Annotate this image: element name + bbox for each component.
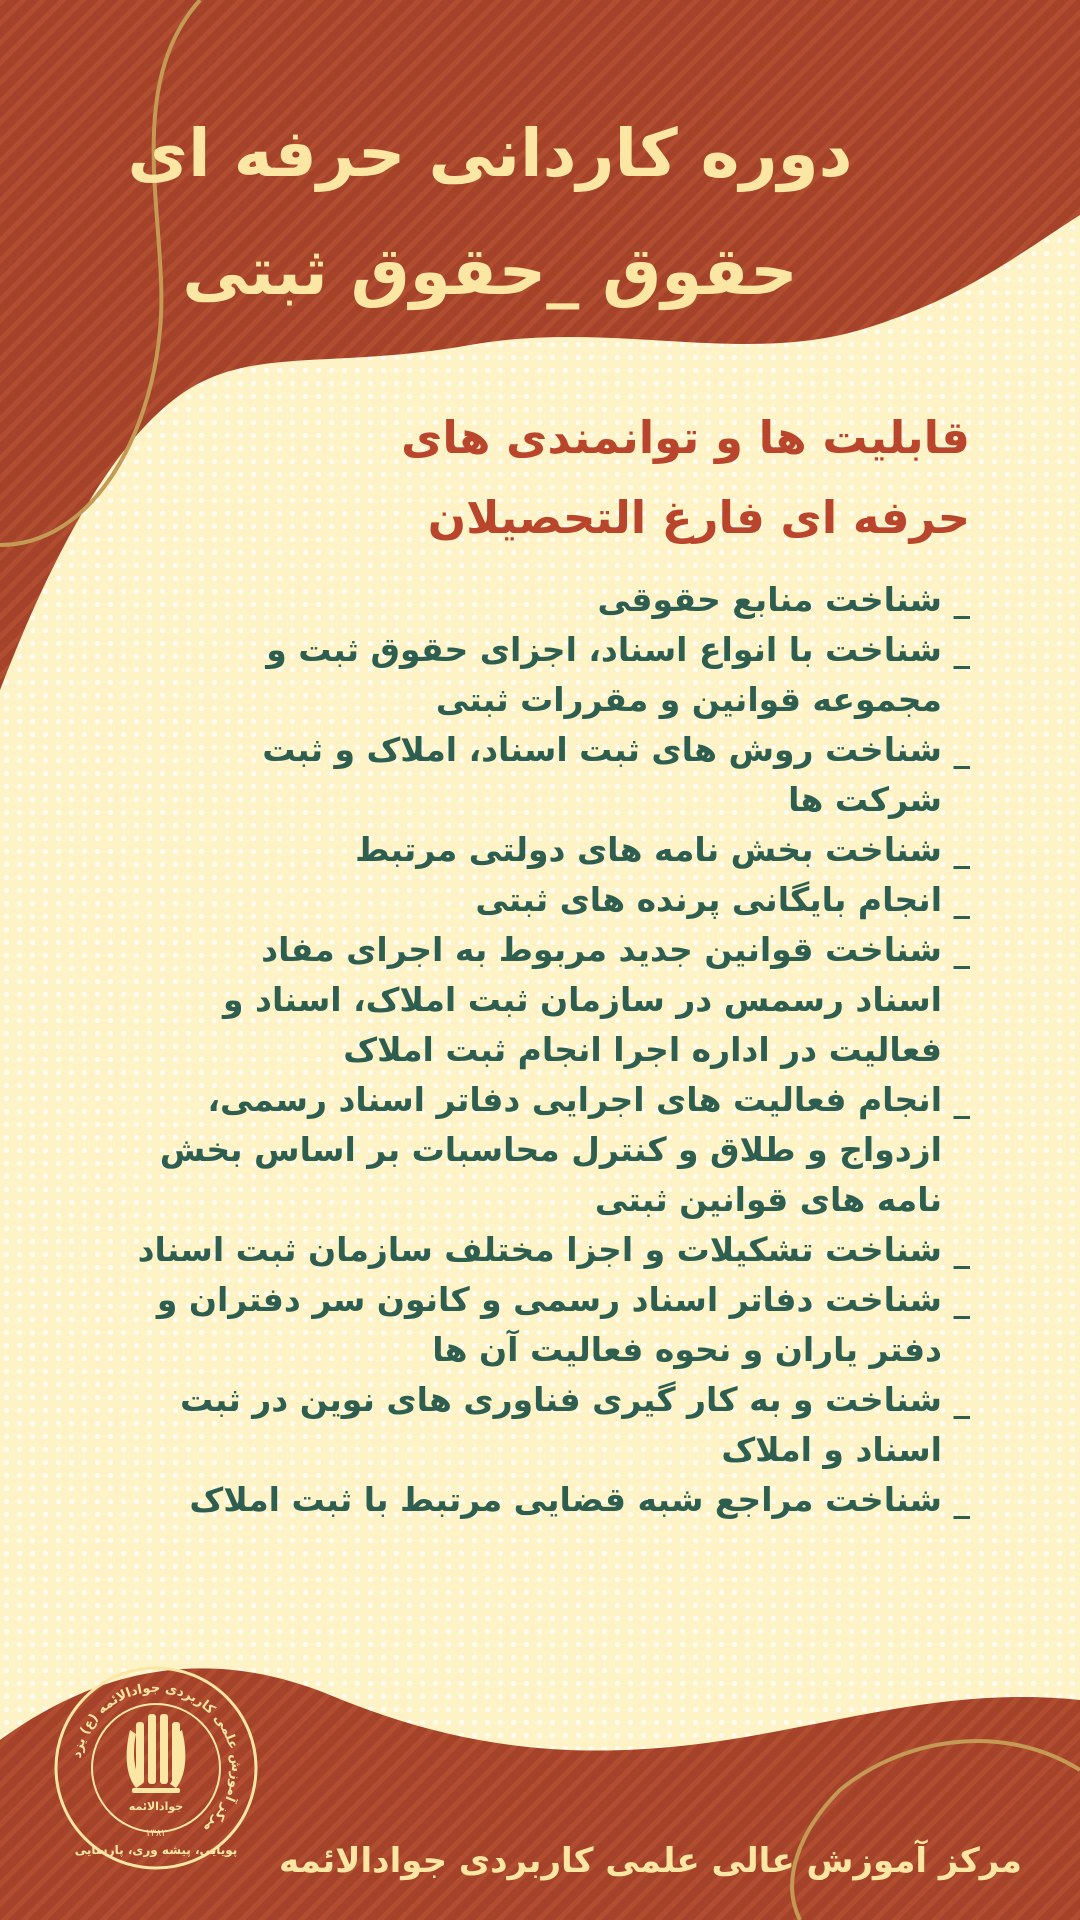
list-item: _ انجام فعالیت های اجرایی دفاتر اسناد رسمی، bbox=[207, 1080, 970, 1119]
list-item: _ شناخت قوانین جدید مربوط به اجرای مفاد bbox=[261, 930, 970, 969]
list-item: _ شناخت روش های ثبت اسناد، املاک و ثبت bbox=[262, 730, 970, 769]
list-item-continuation: ازدواج و طلاق و کنترل محاسبات بر اساس بخش bbox=[159, 1130, 942, 1169]
list-item: _ شناخت دفاتر اسناد رسمی و کانون سر دفتران و bbox=[156, 1280, 970, 1319]
list-item: _ شناخت منابع حقوقی bbox=[597, 580, 970, 619]
list-item-continuation: مجموعه قوانین و مقررات ثبتی bbox=[435, 680, 942, 719]
subtitle-line-2: حرفه ای فارغ التحصیلان bbox=[427, 491, 970, 544]
subtitle-line-1: قابلیت ها و توانمندی های bbox=[401, 411, 970, 464]
list-item: _ شناخت با انواع اسناد، اجزای حقوق ثبت و bbox=[266, 630, 970, 669]
list-item: _ شناخت بخش نامه های دولتی مرتبط bbox=[355, 830, 970, 869]
institution-name: مرکز آموزش عالی علمی کاربردی جوادالائمه bbox=[279, 1841, 1022, 1881]
list-item: _ شناخت و به کار گیری فناوری های نوین در ثبت bbox=[180, 1380, 970, 1419]
list-item-continuation: نامه های قوانین ثبتی bbox=[594, 1180, 942, 1219]
logo-emblem-text: جوادالائمه bbox=[128, 1800, 184, 1813]
title-line-2: حقوق _حقوق ثبتی bbox=[182, 233, 798, 310]
list-item: _ شناخت مراجع شبه قضایی مرتبط با ثبت املاک bbox=[189, 1480, 970, 1519]
list-item-continuation: اسناد و املاک bbox=[721, 1430, 942, 1469]
section-heading bbox=[190, 398, 970, 558]
institution-logo bbox=[52, 1664, 260, 1872]
list-item-continuation: اسناد رسمس در سازمان ثبت املاک، اسناد و bbox=[223, 980, 942, 1019]
logo-ring-text: مرکز آموزش علمی کاربردی جوادالائمه (ع) یزد bbox=[69, 1680, 244, 1837]
title-line-1: دوره کاردانی حرفه ای bbox=[127, 115, 853, 192]
list-item-continuation: شرکت ها bbox=[788, 780, 942, 819]
page-title bbox=[110, 95, 870, 331]
list-item: _ شناخت تشکیلات و اجزا مختلف سازمان ثبت اسناد bbox=[137, 1230, 970, 1269]
list-item-continuation: دفتر یاران و نحوه فعالیت آن ها bbox=[432, 1330, 942, 1369]
logo-motto: پویایی، پیشه وری، پارسایی bbox=[74, 1843, 238, 1857]
emblem-icon bbox=[127, 1714, 186, 1793]
logo-year: ۱۳۸۲ bbox=[145, 1828, 167, 1839]
skills-list bbox=[90, 575, 970, 1525]
list-item: _ انجام بایگانی پرنده های ثبتی bbox=[475, 880, 970, 919]
list-item-continuation: فعالیت در اداره اجرا انجام ثبت املاک bbox=[343, 1030, 942, 1069]
